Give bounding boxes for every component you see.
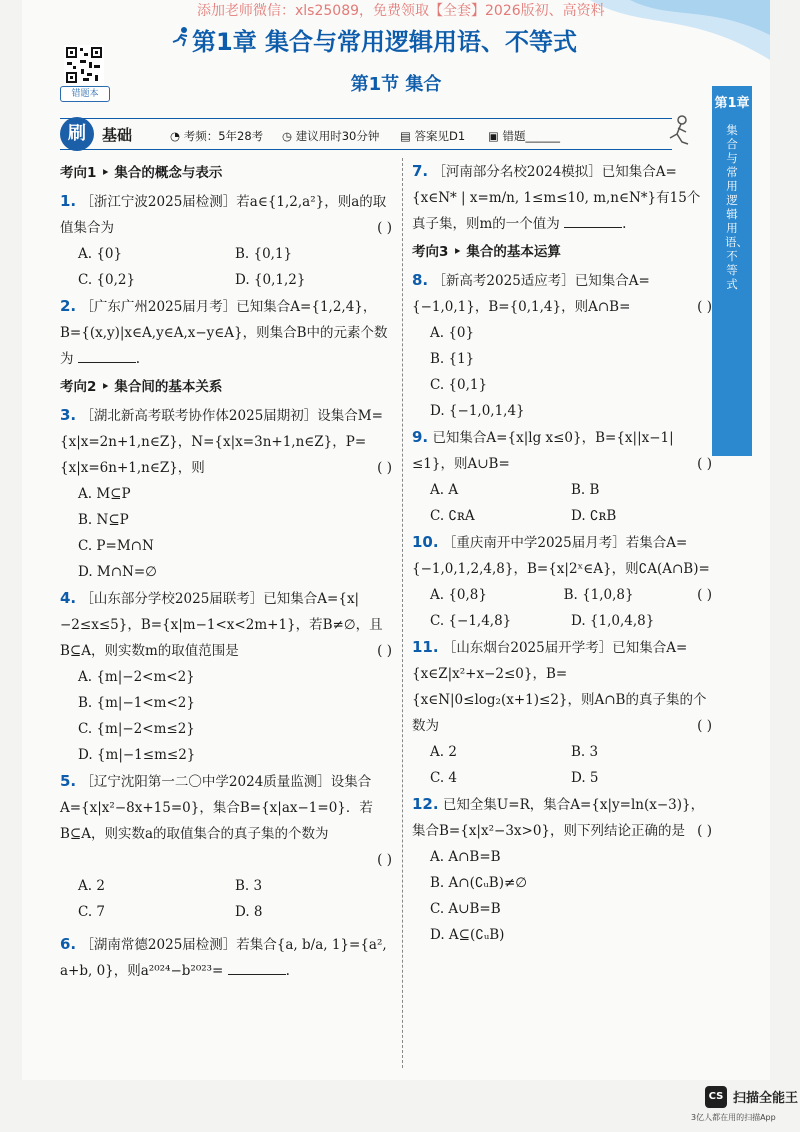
runner-icon	[170, 26, 192, 48]
topic-heading: 考向3 ‣ 集合的基本运算	[412, 244, 561, 260]
option-b: B. {1}	[430, 351, 475, 367]
option-d: D. {0,1,2}	[235, 272, 306, 288]
punctuation: .	[622, 216, 627, 232]
option-d: D. M∩N=∅	[78, 564, 157, 580]
option-d: D. 5	[571, 770, 599, 786]
answer-blank	[78, 348, 136, 363]
question-3	[60, 402, 392, 585]
option-b: B. 3	[571, 744, 599, 760]
answer-reference: ▤ 答案见D1	[400, 129, 466, 143]
question-6	[60, 931, 392, 984]
option-b: B. N⊆P	[78, 512, 129, 528]
side-tab-name: 集合与常用逻辑用语、不等式	[725, 123, 748, 291]
question-11	[412, 634, 712, 791]
option-d: D. {1,0,4,8}	[571, 613, 655, 629]
answer-parentheses: ( )	[377, 852, 392, 868]
answer-parentheses: ( )	[377, 220, 392, 236]
option-b: B. 3	[235, 878, 263, 894]
answer-parentheses: ( )	[697, 587, 712, 603]
left-column	[60, 158, 392, 984]
question-number: 3.	[60, 406, 77, 424]
question-10	[412, 529, 712, 634]
option-d: D. {−1,0,1,4}	[430, 403, 525, 419]
question-number: 12.	[412, 795, 439, 813]
option-c: C. ∁ʀA	[430, 508, 475, 524]
option-c: C. P=M∩N	[78, 538, 154, 554]
camscanner-logo-icon: CS	[705, 1086, 727, 1108]
option-a: A. A∩B=B	[430, 849, 501, 865]
mascot-icon	[662, 114, 696, 150]
right-column	[412, 158, 712, 948]
option-a: A. {0}	[430, 325, 475, 341]
question-text: ［浙江宁波2025届检测］若a∈{1,2,a²}，则a的取值集合为	[60, 194, 387, 236]
question-number: 1.	[60, 192, 77, 210]
question-number: 7.	[412, 162, 429, 180]
scanner-app-name: 扫描全能王	[733, 1091, 799, 1106]
question-7	[412, 158, 712, 237]
question-number: 6.	[60, 935, 77, 953]
chapter-side-tab[interactable]	[712, 86, 752, 456]
option-c: C. {0,1}	[430, 377, 488, 393]
question-text: ［河南部分名校2024模拟］已知集合A={x∈N* | x=m/n, 1≤m≤10, m,n∈N*}有15个真子集，则m的一个值为	[412, 164, 701, 232]
question-4	[60, 585, 392, 768]
level-label: 基础	[102, 126, 133, 144]
question-5	[60, 768, 392, 925]
chapter-title: 第1章 集合与常用逻辑用语、不等式	[192, 28, 578, 56]
answer-parentheses: ( )	[377, 460, 392, 476]
mistake-book-label[interactable]: 错题本	[60, 86, 110, 102]
question-number: 8.	[412, 271, 429, 289]
question-number: 2.	[60, 297, 77, 315]
side-tab-chapter: 第1章	[714, 96, 750, 111]
topic-heading: 考向1 ‣ 集合的概念与表示	[60, 165, 223, 181]
option-b: B. {m|−1<m<2}	[78, 695, 195, 711]
question-text: ［广东广州2025届月考］已知集合A={1,2,4}，B={(x,y)|x∈A,y∈A,x−y∈A}，则集合B中的元素个数为	[60, 299, 388, 367]
option-a: A. A	[430, 482, 459, 498]
question-number: 11.	[412, 638, 439, 656]
option-b: B. B	[571, 482, 600, 498]
option-c: C. {−1,4,8}	[430, 613, 512, 629]
question-number: 4.	[60, 589, 77, 607]
question-text: ［湖北新高考联考协作体2025届期初］设集合M={x|x=2n+1,n∈Z}，N={x|x=3n+1,n∈Z}，P={x|x=6n+1,n∈Z}，则	[60, 408, 383, 476]
option-c: C. {0,2}	[78, 272, 136, 288]
info-bar	[60, 118, 672, 150]
option-a: A. M⊆P	[78, 486, 131, 502]
brush-badge: 刷	[60, 117, 94, 151]
question-number: 10.	[412, 533, 439, 551]
answer-blank	[564, 213, 622, 228]
section-title: 第1节 集合	[350, 74, 442, 95]
watermark-text: 添加老师微信：xls25089，免费领取【全套】2026版初、高资料	[197, 3, 605, 19]
question-number: 5.	[60, 772, 77, 790]
answer-blank	[228, 960, 286, 975]
question-text: ［湖南常德2025届检测］若集合{a, b/a, 1}={a², a+b, 0}，则a²⁰²⁴−b²⁰²³=	[60, 937, 387, 979]
option-d: D. A⊆(∁ᵤB)	[430, 927, 505, 943]
option-c: C. A∪B=B	[430, 901, 501, 917]
question-8	[412, 267, 712, 424]
question-2	[60, 293, 392, 372]
question-1	[60, 188, 392, 293]
option-a: A. {0,8}	[430, 587, 487, 603]
topic-heading: 考向2 ‣ 集合间的基本关系	[60, 379, 223, 395]
question-12	[412, 791, 712, 948]
question-text: 已知集合A={x|lg x≤0}，B={x||x−1|≤1}，则A∪B=	[412, 430, 674, 472]
answer-parentheses: ( )	[697, 456, 712, 472]
answer-parentheses: ( )	[697, 823, 712, 839]
exam-frequency: ◔ 考频：5年28考	[170, 129, 264, 143]
question-text: ［重庆南开中学2025届月考］若集合A={−1,0,1,2,4,8}，B={x|2ˣ∈A}，则∁A(A∩B)=	[412, 535, 710, 577]
suggested-time: ◷ 建议用时30分钟	[282, 129, 380, 143]
answer-parentheses: ( )	[377, 643, 392, 659]
option-a: A. {0}	[78, 246, 123, 262]
punctuation: .	[285, 963, 290, 979]
mistake-count: ▣ 错题______	[488, 129, 561, 143]
option-d: D. {m|−1≤m≤2}	[78, 747, 196, 763]
answer-parentheses: ( )	[697, 299, 712, 315]
question-text: ［新高考2025适应考］已知集合A={−1,0,1}，B={0,1,4}，则A∩B=	[412, 273, 650, 315]
option-b: B. {1,0,8}	[563, 587, 634, 603]
option-a: A. {m|−2<m<2}	[78, 669, 195, 685]
scanner-tagline: 3亿人都在用的扫描App	[691, 1113, 776, 1122]
answer-parentheses: ( )	[697, 718, 712, 734]
question-number: 9.	[412, 428, 429, 446]
document-page	[22, 0, 770, 1080]
option-d: D. ∁ʀB	[571, 508, 617, 524]
question-text: ［山东部分学校2025届联考］已知集合A={x|−2≤x≤5}，B={x|m−1<x<2m+1}，若B≠∅，且B⊆A，则实数m的取值范围是	[60, 591, 383, 659]
option-a: A. 2	[430, 744, 457, 760]
option-b: B. A∩(∁ᵤB)≠∅	[430, 875, 528, 891]
option-c: C. 4	[430, 770, 458, 786]
option-b: B. {0,1}	[235, 246, 293, 262]
punctuation: .	[135, 351, 141, 367]
option-c: C. 7	[78, 904, 106, 920]
option-a: A. 2	[78, 878, 105, 894]
column-divider	[402, 158, 403, 1068]
option-d: D. 8	[235, 904, 263, 920]
option-c: C. {m|−2<m≤2}	[78, 721, 195, 737]
question-text: ［山东烟台2025届开学考］已知集合A={x∈Z|x²+x−2≤0}，B={x∈N|0≤log₂(x+1)≤2}，则A∩B的真子集的个数为	[412, 640, 707, 734]
question-9	[412, 424, 712, 529]
question-text: ［辽宁沈阳第一二〇中学2024质量监测］设集合A={x|x²−8x+15=0}，集合B={x|ax−1=0}．若B⊆A，则实数a的取值集合的真子集的个数为	[60, 774, 373, 842]
question-text: 已知全集U=R，集合A={x|y=ln(x−3)}，集合B={x|x²−3x>0}，则下列结论正确的是	[412, 797, 705, 839]
